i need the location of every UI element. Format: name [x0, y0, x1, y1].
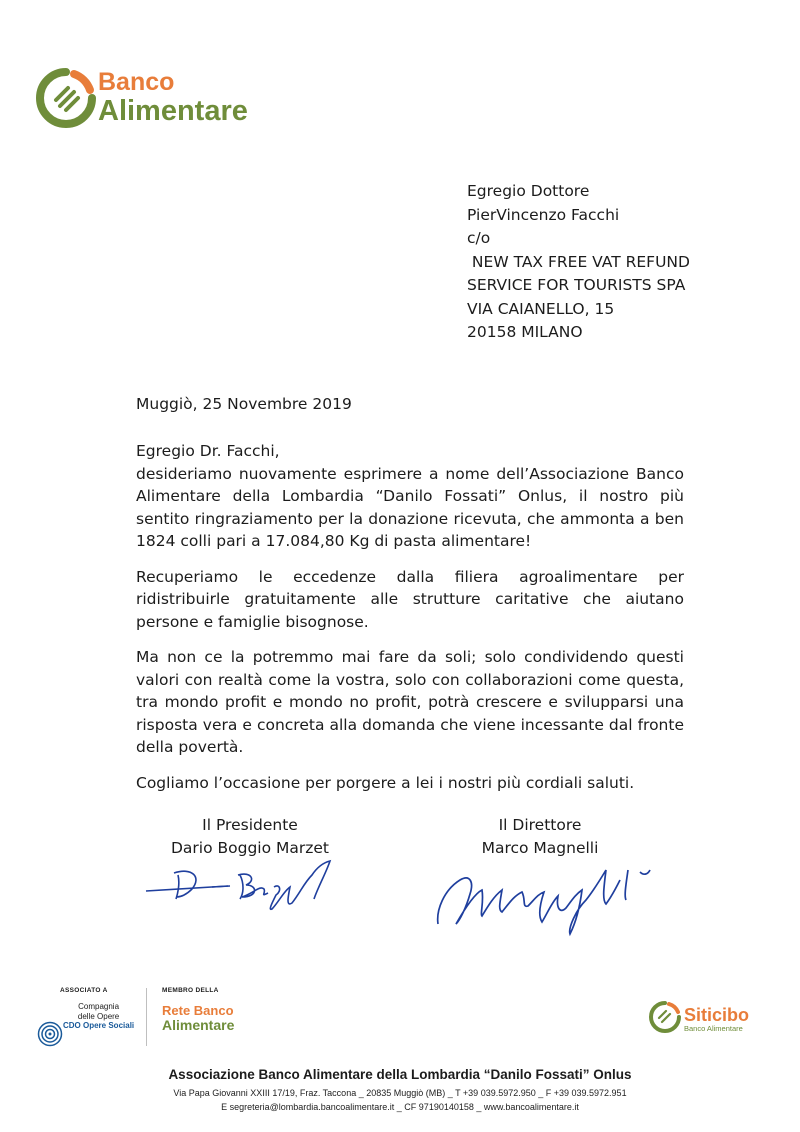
director-name: Marco Magnelli	[481, 839, 599, 857]
siticibo-name: Siticibo	[684, 1005, 750, 1025]
cdo-line: Compagnia	[78, 1002, 120, 1011]
cdo-line: delle Opere	[77, 1011, 120, 1021]
body-paragraph: Recuperiamo le eccedenze dalla filiera agroalimentare per ridistribuirle gratuitamente alle strutture caritative che aiutano persone e famiglie bisognose.	[136, 567, 684, 631]
address-line: SERVICE FOR TOURISTS SPA	[467, 276, 686, 294]
rete-logo-line2: Alimentare	[162, 1016, 235, 1033]
body-paragraph: desideriamo nuovamente esprimere a nome dell’Associazione Banco Alimentare della Lombardia “Danilo Fossati” Onlus, il nostro più sentito ringraziamento per la donazione ricevuta, che ammonta a ben 1824 colli pari a 17.084,80 Kg di pasta alimentare!	[136, 464, 684, 550]
footer-organization-name: Associazione Banco Alimentare della Lombardia “Danilo Fossati” Onlus	[168, 1067, 632, 1082]
rete-banco-alimentare-logo	[162, 1004, 234, 1032]
letter-body	[136, 440, 684, 807]
cdo-line: CDO Opere Sociali	[63, 1021, 135, 1030]
siticibo-logo	[684, 1006, 749, 1033]
address-line: PierVincenzo Facchi	[467, 205, 620, 224]
cdo-logo-icon	[37, 1021, 63, 1047]
salutation: Egregio Dr. Facchi,	[136, 442, 280, 460]
director-handwritten-signature	[430, 850, 660, 940]
logo-text-banco: Banco	[98, 68, 175, 96]
address-line: VIA CAIANELLO, 15	[467, 299, 615, 318]
logo-text-alimentare: Alimentare	[98, 95, 248, 127]
letter-date: Muggiò, 25 Novembre 2019	[136, 395, 352, 413]
banco-alimentare-logo-icon	[34, 66, 98, 130]
rete-logo-line1: Rete Banco	[162, 1003, 234, 1018]
banco-alimentare-logo	[34, 66, 294, 138]
address-line: NEW TAX FREE VAT REFUND	[467, 252, 690, 271]
president-handwritten-signature	[140, 853, 350, 913]
director-title: Il Direttore	[498, 816, 582, 834]
siticibo-logo-icon	[648, 1000, 682, 1034]
body-paragraph: Cogliamo l’occasione per porgere a lei i nostri più cordiali saluti.	[136, 773, 635, 792]
footer-divider	[146, 988, 147, 1046]
siticibo-subtitle: Banco Alimentare	[684, 1024, 743, 1033]
cdo-logo-text	[63, 1002, 134, 1031]
address-line: 20158 MILANO	[467, 323, 583, 341]
membro-label: MEMBRO DELLA	[162, 987, 219, 994]
footer-address: Via Papa Giovanni XXIII 17/19, Fraz. Taccona _ 20835 Muggiò (MB) _ T +39 039.5972.950 _ F +39 039.5972.951	[173, 1088, 627, 1098]
footer-contacts: E segreteria@lombardia.bancoalimentare.it _ CF 97190140158 _ www.bancoalimentare.it	[221, 1102, 579, 1112]
recipient-address	[467, 180, 690, 345]
associato-label: ASSOCIATO A	[60, 987, 108, 994]
body-paragraph: Ma non ce la potremmo mai fare da soli; solo condividendo questi valori con realtà come la vostra, solo con collaborazioni come questa, tra mondo profit e mondo no profit, potrà crescere e svilupparsi una risposta vera e concreta alla domanda che viene incessante dal fronte della povertà.	[136, 648, 684, 756]
president-name: Dario Boggio Marzet	[170, 839, 330, 857]
president-title: Il Presidente	[202, 816, 298, 834]
address-line: c/o	[467, 229, 491, 247]
address-line: Egregio Dottore	[467, 182, 590, 200]
